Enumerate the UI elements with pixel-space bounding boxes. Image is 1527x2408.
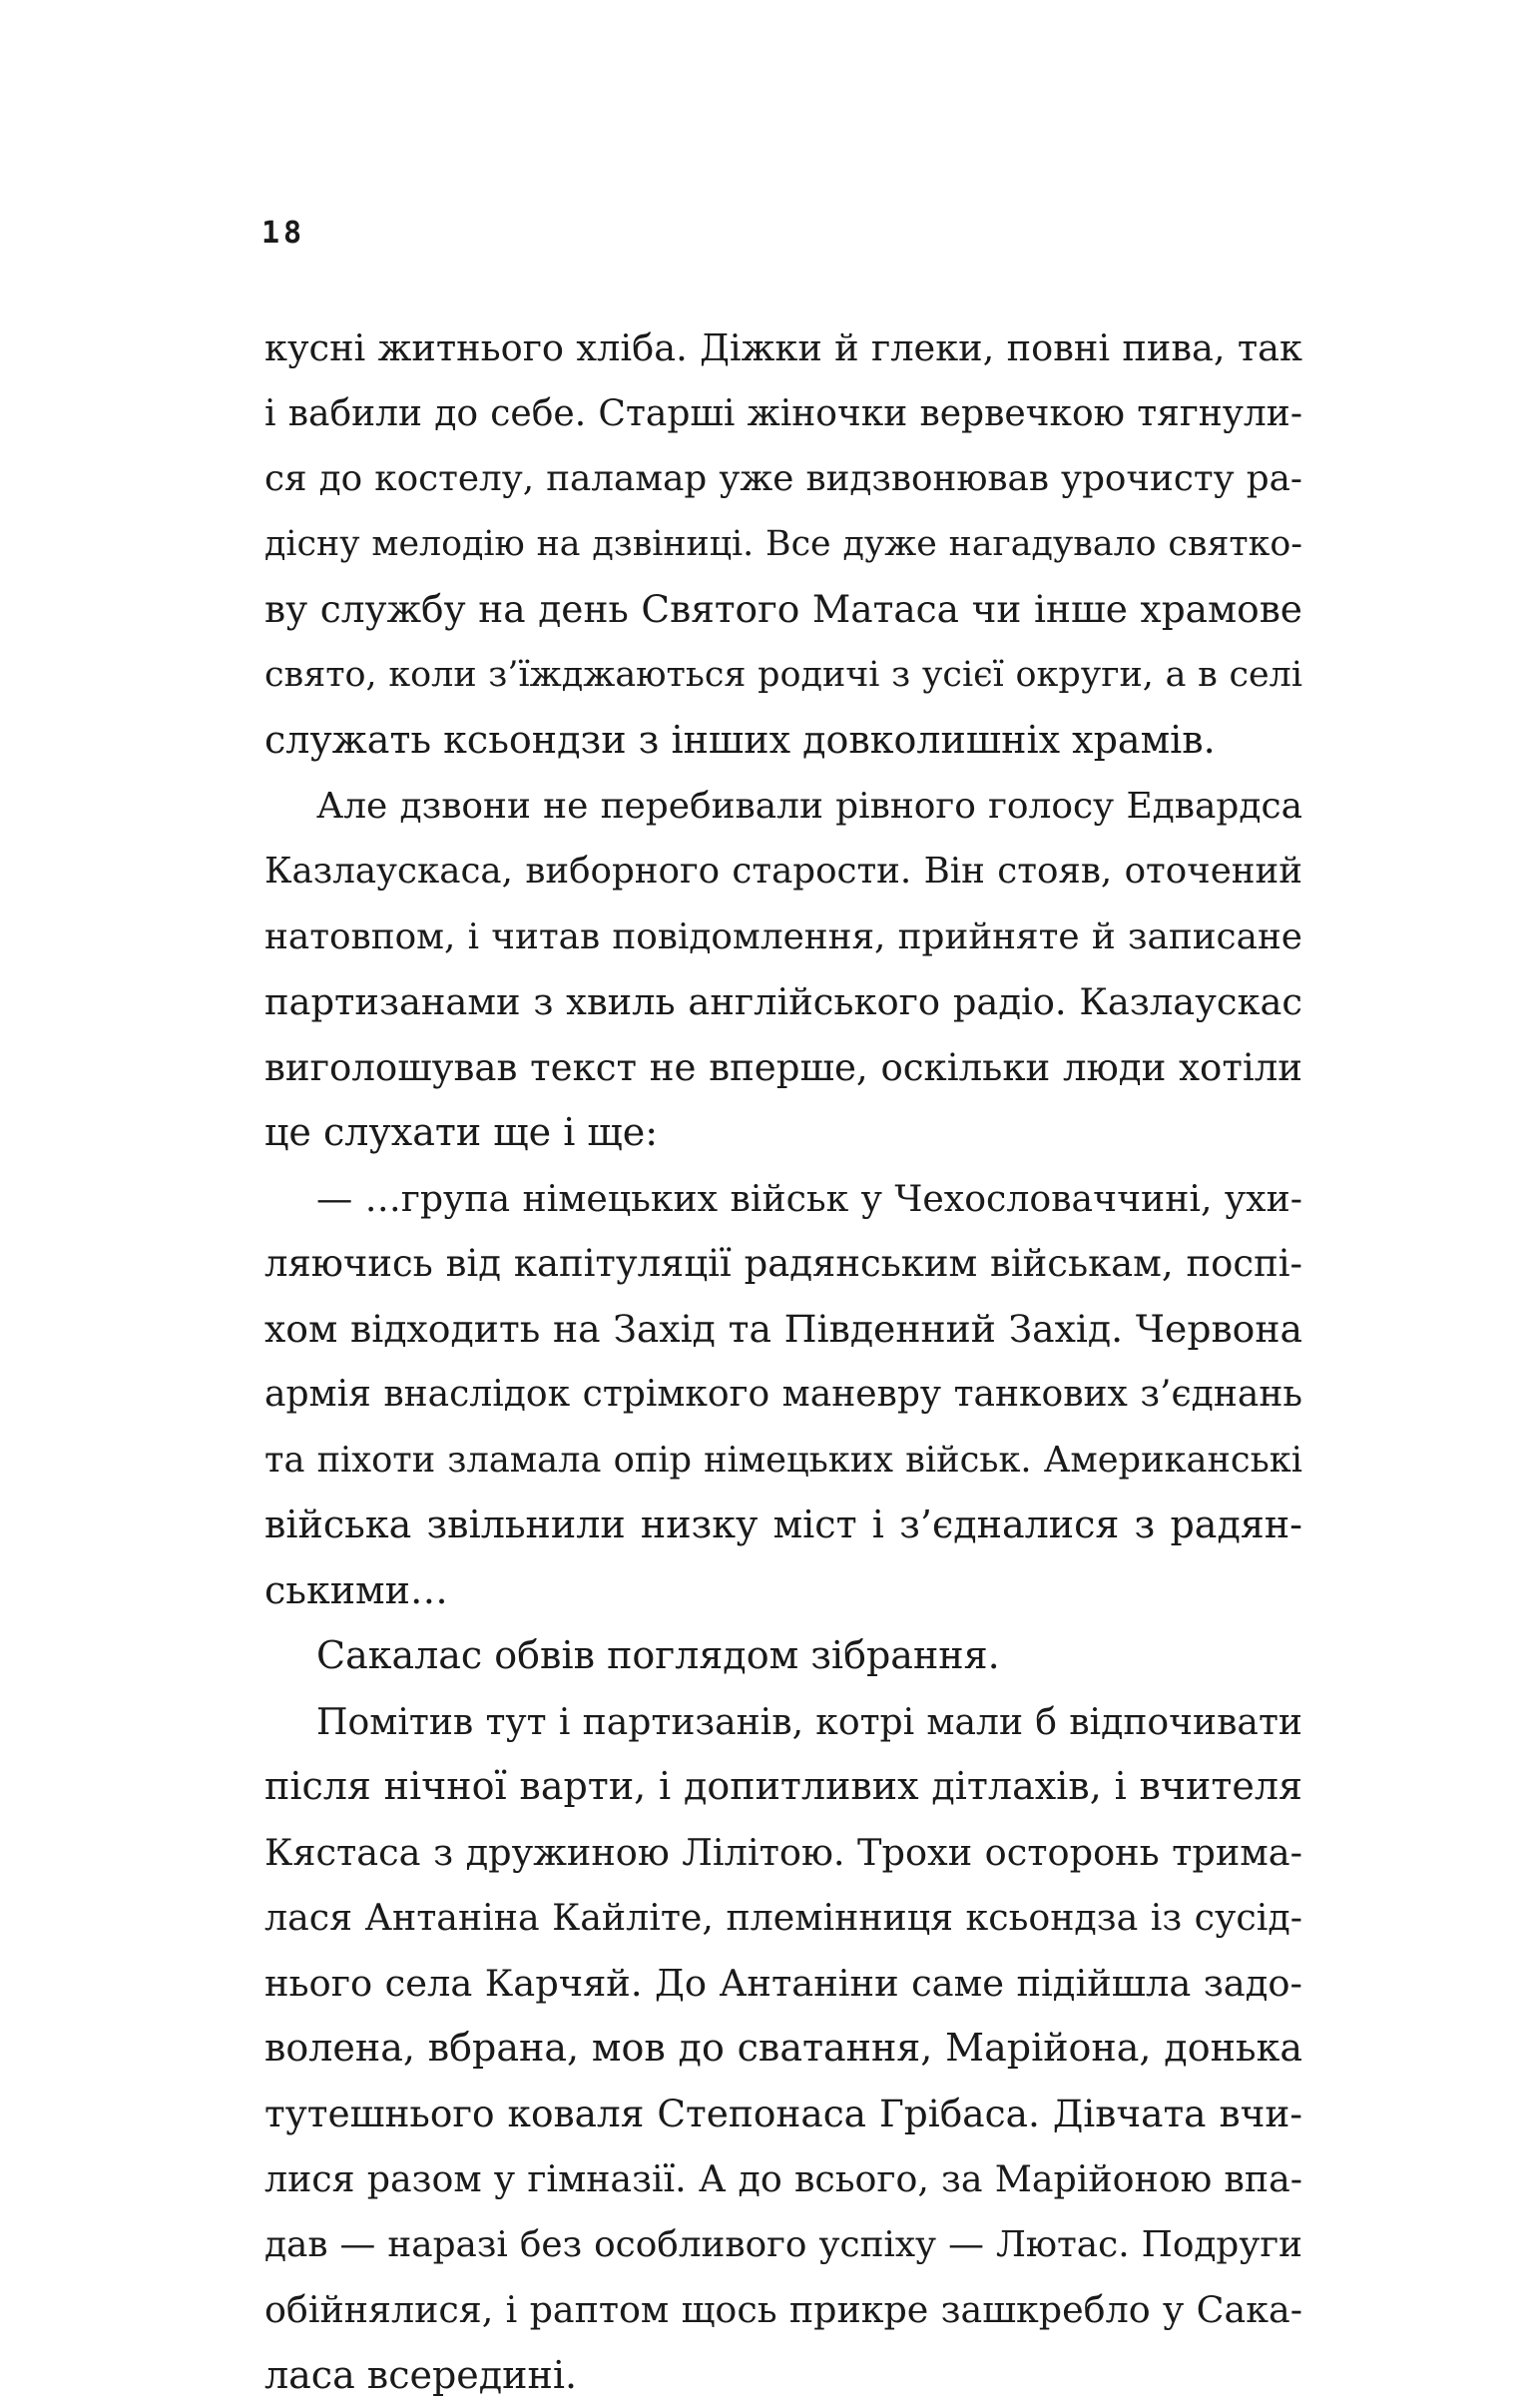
text-line: — …група німецьких військ у Чехословаччині, ухи-	[264, 1166, 1302, 1232]
text-line: після нічної варти, і допитливих дітлахів, і вчителя	[264, 1754, 1302, 1820]
text-line: ся до костелу, паламар уже видзвонював урочисту ра-	[264, 446, 1302, 512]
text-line: це слухати ще і ще:	[264, 1100, 1302, 1166]
text-line: армія внаслідок стрімкого маневру танкових з’єднань	[264, 1362, 1302, 1428]
text-line: Кястаса з дружиною Лілітою. Трохи осторонь трима-	[264, 1820, 1302, 1886]
text-line: та піхоти зламала опір німецьких військ. Американські	[264, 1428, 1302, 1494]
text-line: ласа всередині.	[264, 2343, 1302, 2408]
text-line: Сакалас обвів поглядом зібрання.	[264, 1623, 1302, 1689]
text-line: натовпом, і читав повідомлення, прийняте й записане	[264, 904, 1302, 970]
text-line: дісну мелодію на дзвіниці. Все дуже нагадувало святко-	[264, 512, 1302, 578]
text-line: служать ксьондзи з інших довколишніх храмів.	[264, 708, 1302, 774]
body-text	[264, 315, 1302, 2408]
text-line: дав — наразі без особливого успіху — Лютас. Подруги	[264, 2212, 1302, 2278]
text-line: війська звільнили низку міст і з’єдналися з радян-	[264, 1493, 1302, 1558]
text-line: Але дзвони не перебивали рівного голосу Едвардса	[264, 774, 1302, 840]
text-line: нього села Карчяй. До Антаніни саме підійшла задо-	[264, 1951, 1302, 2017]
text-line: лися разом у гімназії. А до всього, за Марійоною впа-	[264, 2146, 1302, 2212]
text-line: кусні житнього хліба. Діжки й глеки, повні пива, так	[264, 315, 1302, 381]
text-line: виголошував текст не вперше, оскільки люди хотіли	[264, 1035, 1302, 1101]
text-line: свято, коли з’їжджаються родичі з усієї округи, а в селі	[264, 643, 1302, 709]
text-line: тутешнього коваля Степонаса Грібаса. Дівчата вчи-	[264, 2082, 1302, 2147]
page-number: 18	[261, 216, 305, 251]
text-line: ву службу на день Святого Матаса чи інше храмове	[264, 577, 1302, 643]
text-line: лася Антаніна Кайліте, племінниця ксьондза із сусід-	[264, 1885, 1302, 1951]
text-line: і вабили до себе. Старші жіночки вервечкою тягнули-	[264, 381, 1302, 447]
text-line: ляючись від капітуляції радянським військам, поспі-	[264, 1231, 1302, 1297]
text-line: Казлаускаса, виборного старости. Він стояв, оточений	[264, 839, 1302, 904]
text-line: хом відходить на Захід та Південний Захід. Червона	[264, 1297, 1302, 1363]
text-line: волена, вбрана, мов до сватання, Марійона, донька	[264, 2016, 1302, 2082]
text-line: партизанами з хвиль англійського радіо. Казлаускас	[264, 969, 1302, 1035]
text-line: Помітив тут і партизанів, котрі мали б відпочивати	[264, 1689, 1302, 1755]
text-line: ськими…	[264, 1558, 1302, 1624]
text-line: обійнялися, і раптом щось прикре зашкребло у Сака-	[264, 2277, 1302, 2343]
